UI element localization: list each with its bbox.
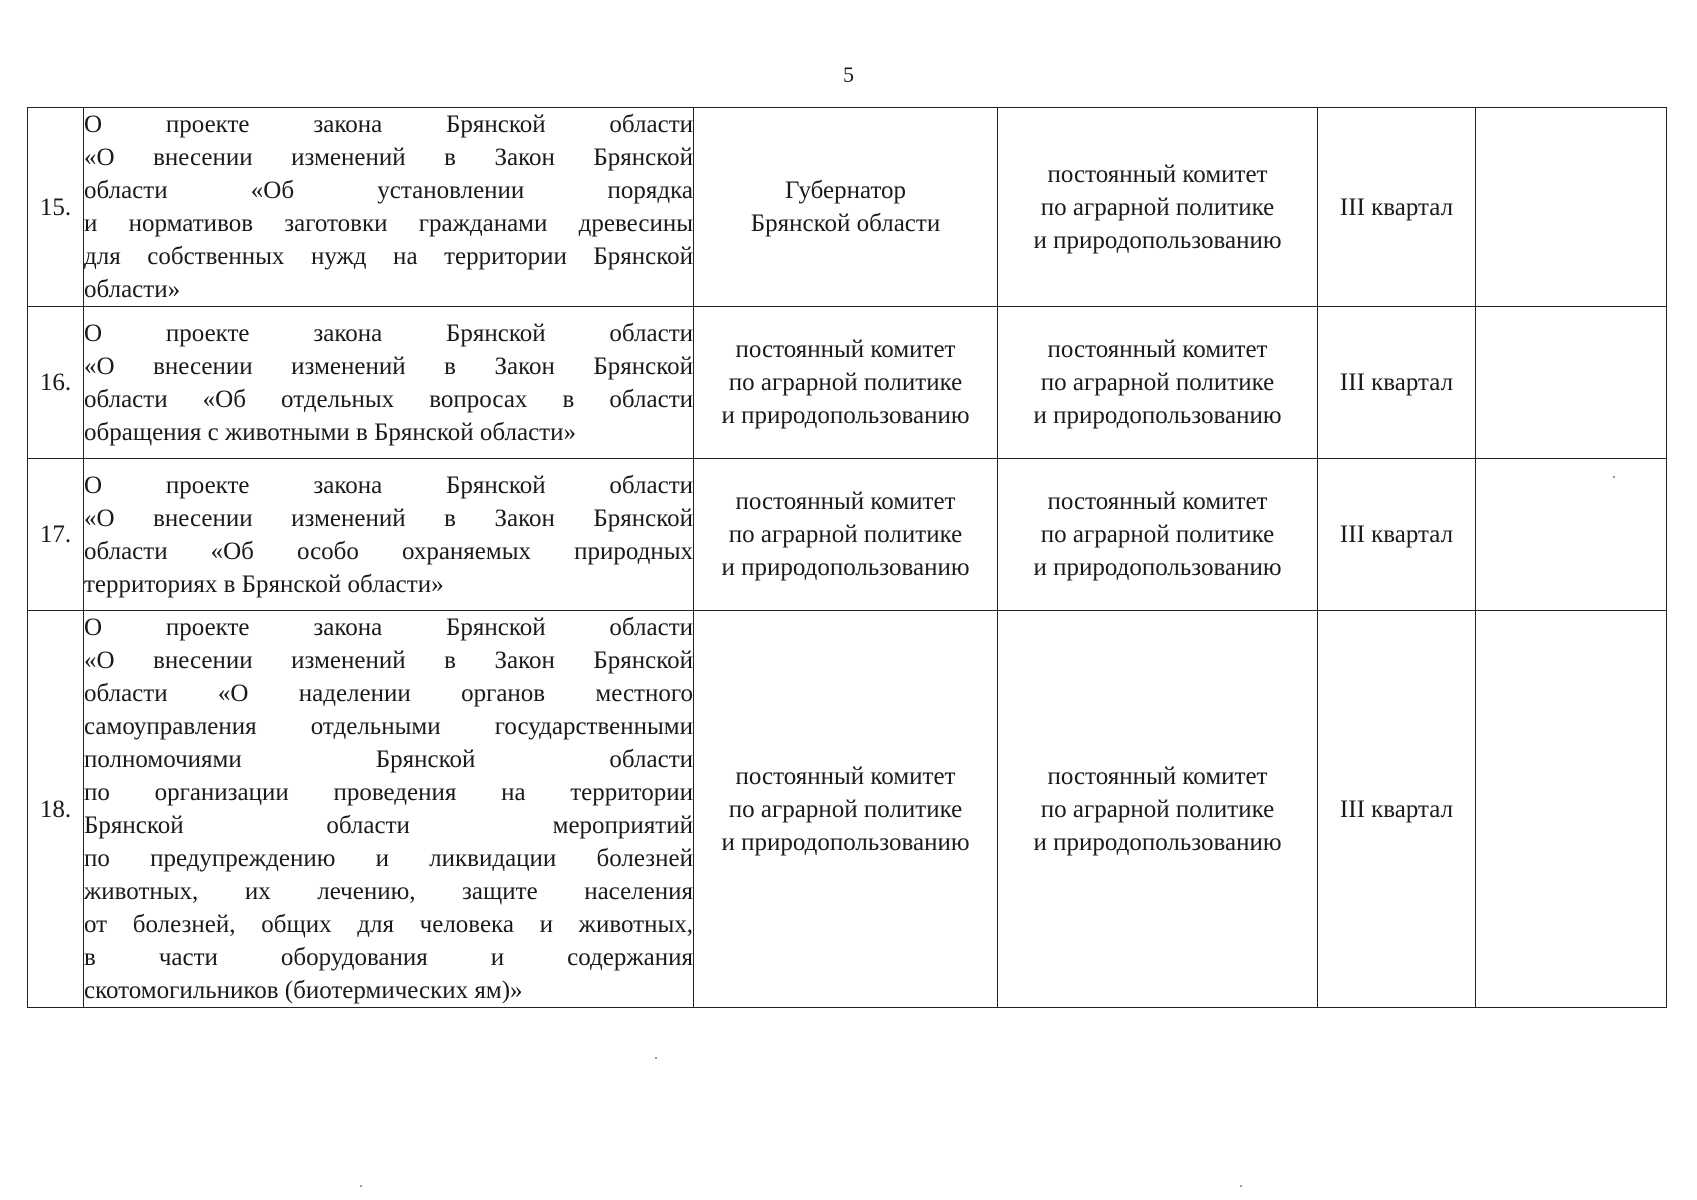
bill-title: О проекте закона Брянской области «О внесении изменений в Закон Брянской области «Об установлении порядка и нормативов заготовки гражданами древесины для собственных нужд на территории Брянской области» [84, 108, 694, 307]
row-number: 15. [28, 108, 84, 307]
bill-title: О проекте закона Брянской области «О внесении изменений в Закон Брянской области «Об отдельных вопросах в области обращения с животными в Брянской области» [84, 307, 694, 459]
scan-speck [655, 1057, 657, 1059]
initiator: постоянный комитет по аграрной политике и природопользованию [694, 307, 998, 459]
initiator: Губернатор Брянской области [694, 108, 998, 307]
bill-title: О проекте закона Брянской области «О внесении изменений в Закон Брянской области «О наделении органов местного самоуправления отдельными государственными полномочиями Брянской области по организации проведения на территории Брянской области мероприятий по предупреждению и ликвидации болезней животных, их лечению, защите населения от болезней, общих для человека и животных, в части оборудования и содержания скотомогильников (биотермических ям)» [84, 611, 694, 1008]
table-row [28, 459, 1667, 611]
bill-title: О проекте закона Брянской области «О внесении изменений в Закон Брянской области «Об особо охраняемых природных территориях в Брянской области» [84, 459, 694, 611]
term: III квартал [1318, 307, 1476, 459]
initiator: постоянный комитет по аграрной политике и природопользованию [694, 459, 998, 611]
responsible-committee: постоянный комитет по аграрной политике и природопользованию [998, 459, 1318, 611]
table-row [28, 108, 1667, 307]
initiator: постоянный комитет по аграрной политике и природопользованию [694, 611, 998, 1008]
responsible-committee: постоянный комитет по аграрной политике и природопользованию [998, 611, 1318, 1008]
term: III квартал [1318, 108, 1476, 307]
table-row [28, 307, 1667, 459]
responsible-committee: постоянный комитет по аграрной политике и природопользованию [998, 307, 1318, 459]
term: III квартал [1318, 611, 1476, 1008]
note [1476, 307, 1667, 459]
note [1476, 611, 1667, 1008]
scan-speck [1613, 476, 1615, 478]
note [1476, 108, 1667, 307]
row-number: 17. [28, 459, 84, 611]
legislative-plan-table [27, 107, 1667, 1008]
note [1476, 459, 1667, 611]
row-number: 18. [28, 611, 84, 1008]
scan-speck [1240, 1185, 1242, 1187]
page-number: 5 [843, 62, 854, 87]
table-row [28, 611, 1667, 1008]
scan-speck [360, 1185, 362, 1187]
row-number: 16. [28, 307, 84, 459]
responsible-committee: постоянный комитет по аграрной политике и природопользованию [998, 108, 1318, 307]
term: III квартал [1318, 459, 1476, 611]
